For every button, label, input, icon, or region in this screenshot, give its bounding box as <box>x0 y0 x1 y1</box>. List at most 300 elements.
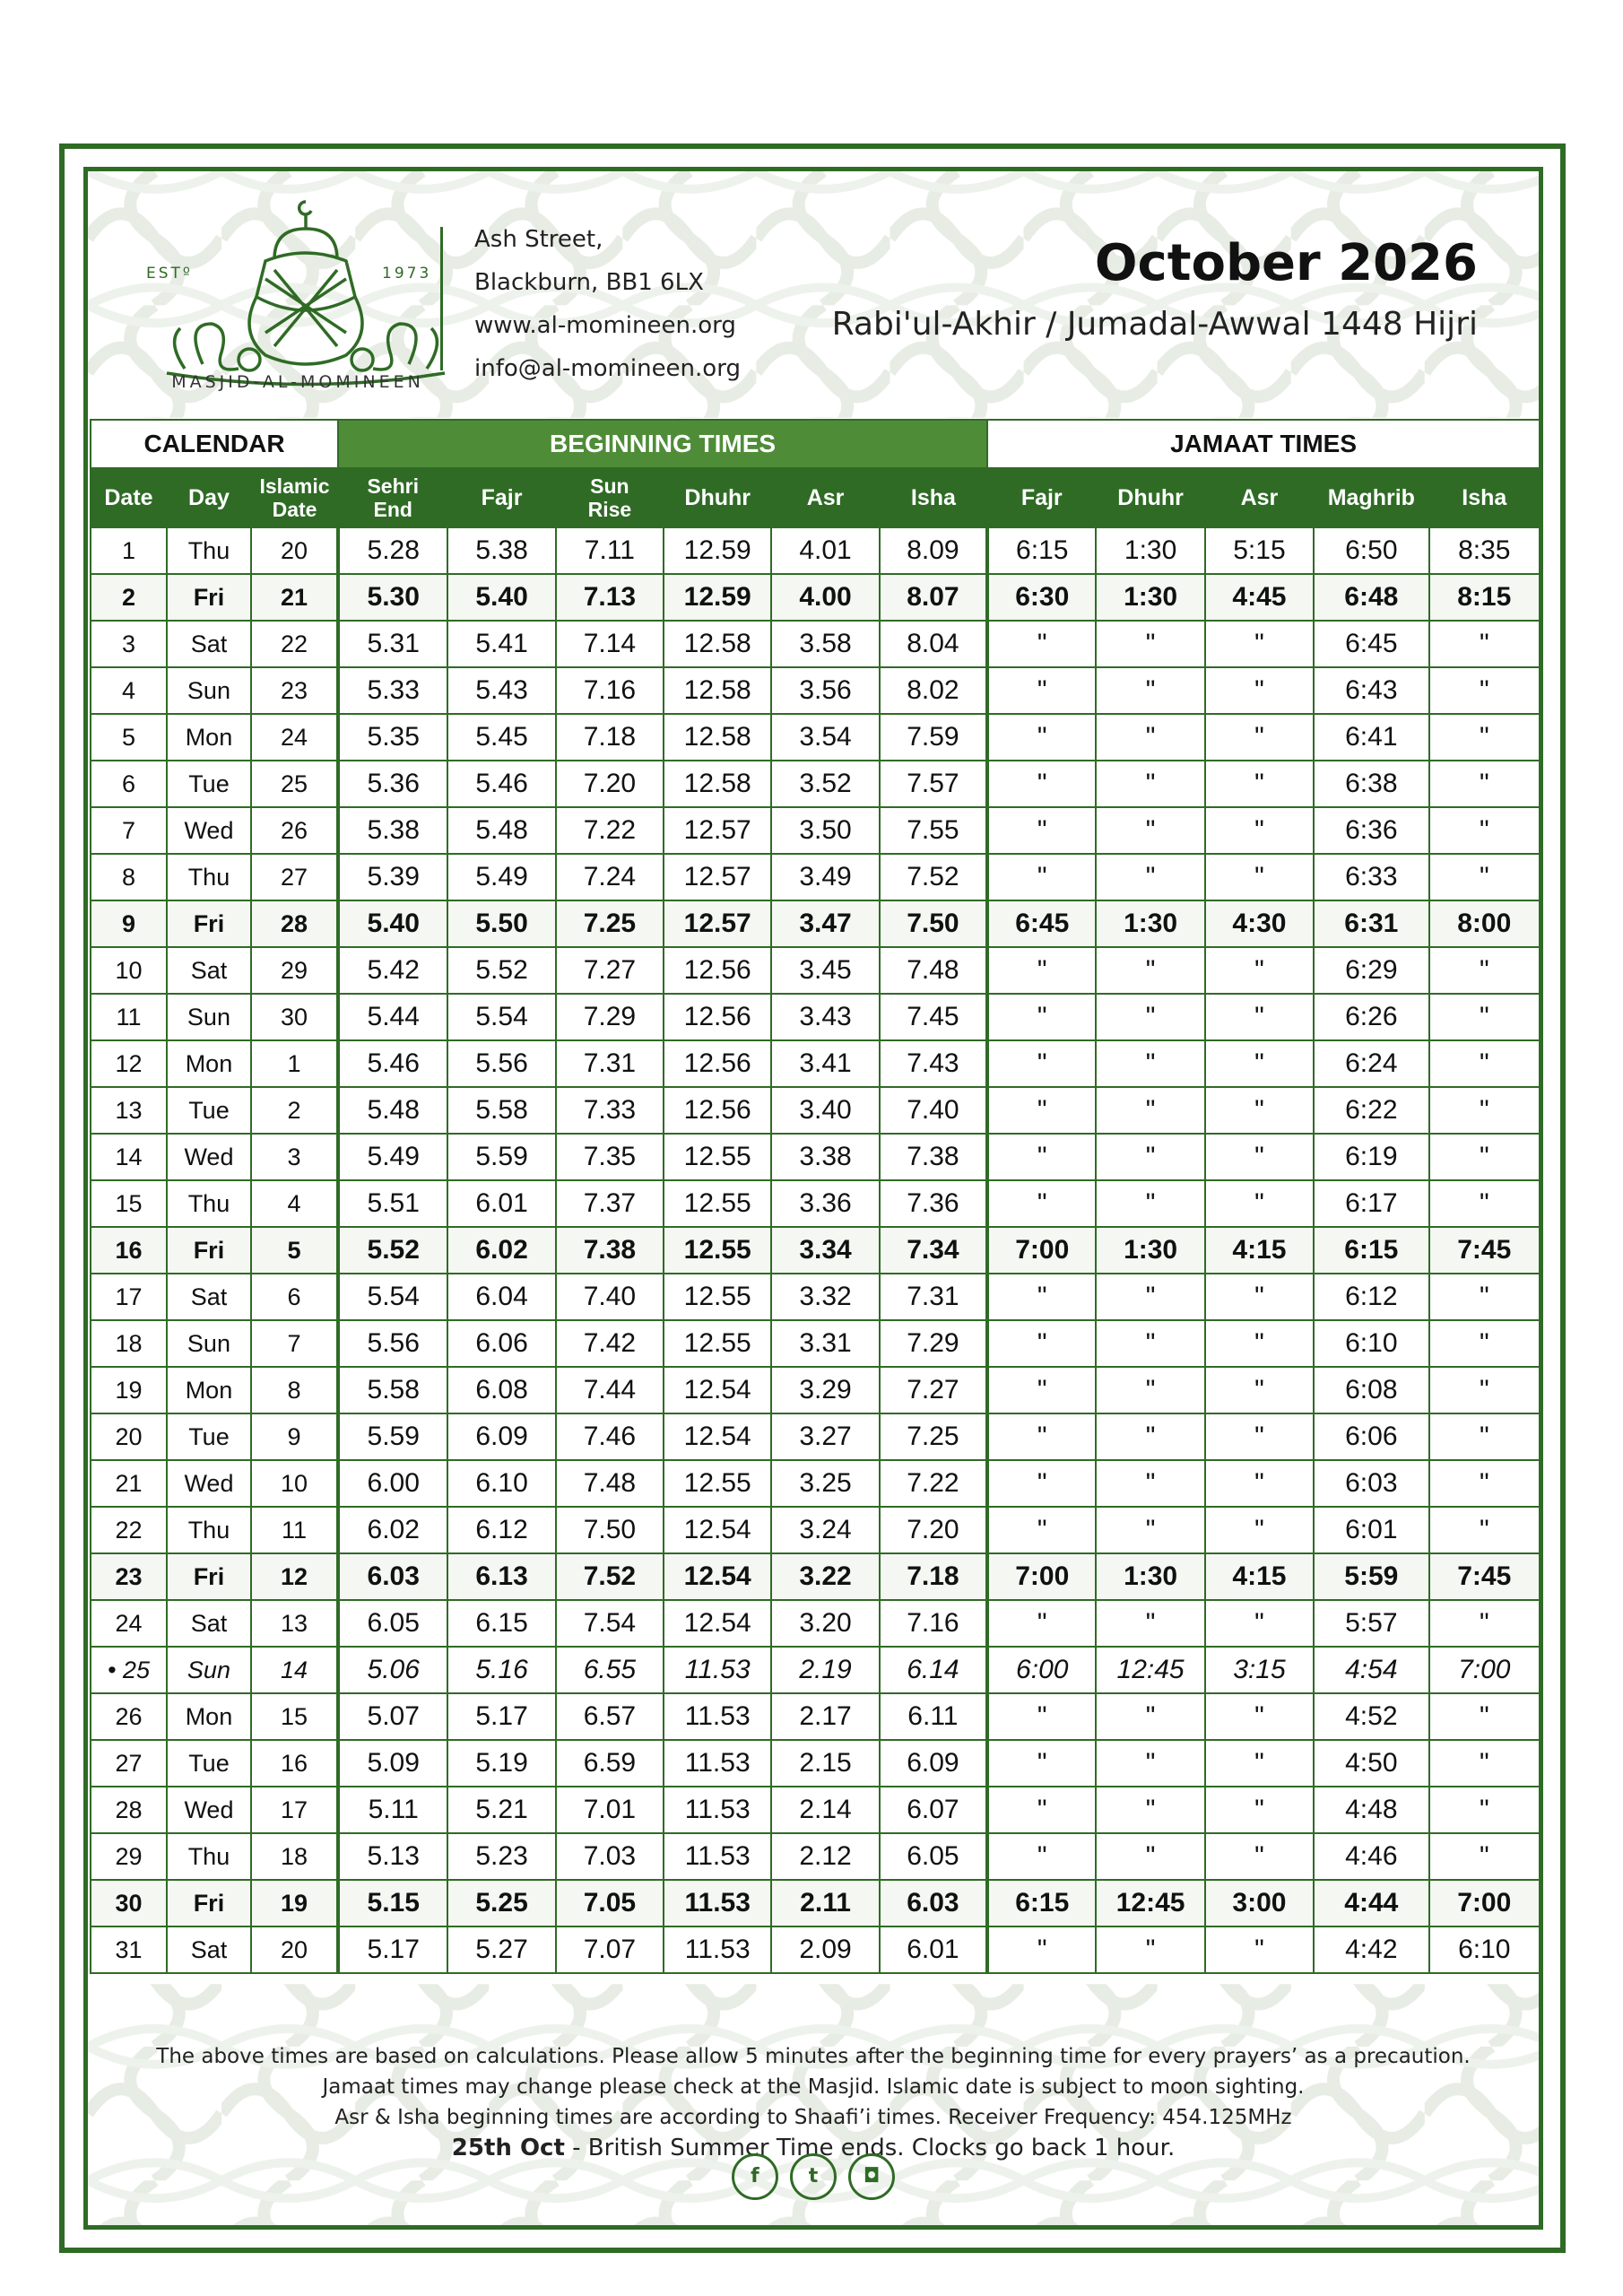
table-cell: " <box>1205 1367 1314 1413</box>
table-cell: 26 <box>251 807 338 854</box>
table-cell: Fri <box>167 1553 251 1600</box>
table-cell: 6.05 <box>880 1833 987 1880</box>
table-row <box>91 621 1540 667</box>
table-row <box>91 1693 1540 1740</box>
col-jamaat-isha: Isha <box>1429 468 1540 527</box>
table-cell: 12:45 <box>1096 1880 1204 1926</box>
table-cell: " <box>1096 1413 1204 1460</box>
table-cell: 5.15 <box>338 1880 447 1926</box>
table-cell: 12.58 <box>664 761 771 807</box>
table-cell: 2.14 <box>771 1787 879 1833</box>
table-cell: Fri <box>167 900 251 947</box>
table-cell: " <box>987 1740 1096 1787</box>
table-cell: " <box>987 1134 1096 1180</box>
table-cell: 7.55 <box>880 807 987 854</box>
table-cell: 19 <box>91 1367 167 1413</box>
table-cell: 6:48 <box>1314 574 1428 621</box>
table-cell: 5.38 <box>338 807 447 854</box>
table-cell: Fri <box>167 1227 251 1274</box>
table-cell: 23 <box>91 1553 167 1600</box>
table-cell: 4:50 <box>1314 1740 1428 1787</box>
table-cell: 7.24 <box>556 854 664 900</box>
table-row <box>91 714 1540 761</box>
table-row <box>91 1460 1540 1507</box>
table-cell: 12.55 <box>664 1274 771 1320</box>
table-cell: 3:15 <box>1205 1647 1314 1693</box>
table-cell: 6:45 <box>1314 621 1428 667</box>
col-day: Day <box>167 468 251 527</box>
table-cell: 15 <box>251 1693 338 1740</box>
table-cell: " <box>1429 667 1540 714</box>
table-cell: 6.15 <box>447 1600 555 1647</box>
note-bst-text: - British Summer Time ends. Clocks go back 1 hour. <box>564 2135 1176 2161</box>
table-cell: " <box>1096 1926 1204 1973</box>
table-cell: 8.02 <box>880 667 987 714</box>
table-cell: 12.56 <box>664 1040 771 1087</box>
table-cell: 12.58 <box>664 621 771 667</box>
table-cell: " <box>987 1320 1096 1367</box>
table-cell: " <box>987 1926 1096 1973</box>
table-cell: 6.06 <box>447 1320 555 1367</box>
table-cell: " <box>1429 1320 1540 1367</box>
table-cell: 6.11 <box>880 1693 987 1740</box>
table-cell: " <box>1205 1833 1314 1880</box>
table-cell: " <box>1205 994 1314 1040</box>
table-cell: " <box>1096 994 1204 1040</box>
table-cell: " <box>1429 1833 1540 1880</box>
table-cell: " <box>1429 807 1540 854</box>
table-cell: Thu <box>167 1507 251 1553</box>
table-cell: 7.25 <box>556 900 664 947</box>
table-cell: 6:15 <box>987 527 1096 574</box>
table-cell: 3.36 <box>771 1180 879 1227</box>
table-cell: " <box>1096 1693 1204 1740</box>
table-cell: 5.13 <box>338 1833 447 1880</box>
table-cell: " <box>1429 621 1540 667</box>
col-fajr: Fajr <box>447 468 555 527</box>
table-cell: 5.50 <box>447 900 555 947</box>
table-cell: 6:10 <box>1314 1320 1428 1367</box>
table-cell: 20 <box>251 527 338 574</box>
table-cell: 7.48 <box>880 947 987 994</box>
table-cell: 7.50 <box>556 1507 664 1553</box>
table-cell: 23 <box>251 667 338 714</box>
table-cell: 24 <box>91 1600 167 1647</box>
table-cell: 5.11 <box>338 1787 447 1833</box>
table-cell: 3.29 <box>771 1367 879 1413</box>
note-jamaat: Jamaat times may change please check at the Masjid. Islamic date is subject to moon sighting. <box>322 2075 1305 2099</box>
table-cell: 15 <box>91 1180 167 1227</box>
table-cell: " <box>1429 947 1540 994</box>
table-cell: 6.00 <box>338 1460 447 1507</box>
timetable-sheet <box>83 167 1543 2230</box>
table-cell: 11.53 <box>664 1740 771 1787</box>
table-row <box>91 1926 1540 1973</box>
table-cell: " <box>1205 621 1314 667</box>
table-cell: 8:15 <box>1429 574 1540 621</box>
table-cell: 3.45 <box>771 947 879 994</box>
table-cell: 5:57 <box>1314 1600 1428 1647</box>
table-cell: 5.36 <box>338 761 447 807</box>
table-cell: 14 <box>251 1647 338 1693</box>
note-shaafii: Asr & Isha beginning times are according to Shaafi’i times. Receiver Frequency: 454.125MHz <box>334 2106 1292 2129</box>
website-link[interactable]: www.al-momineen.org <box>474 312 736 339</box>
table-cell: Wed <box>167 807 251 854</box>
table-cell: 6:00 <box>987 1647 1096 1693</box>
table-cell: 10 <box>91 947 167 994</box>
table-cell: 3 <box>91 621 167 667</box>
table-cell: 3.41 <box>771 1040 879 1087</box>
table-cell: 27 <box>91 1740 167 1787</box>
table-cell: 7.31 <box>880 1274 987 1320</box>
table-row <box>91 667 1540 714</box>
table-row <box>91 1227 1540 1274</box>
instagram-icon[interactable]: ◘ <box>848 2153 895 2200</box>
table-cell: 5.17 <box>447 1693 555 1740</box>
table-cell: 1:30 <box>1096 1553 1204 1600</box>
email-link[interactable]: info@al-momineen.org <box>474 355 741 382</box>
table-cell: Sat <box>167 1926 251 1973</box>
table-cell: 1:30 <box>1096 574 1204 621</box>
table-cell: 7.38 <box>880 1134 987 1180</box>
table-cell: 16 <box>251 1740 338 1787</box>
table-cell: " <box>1096 1134 1204 1180</box>
table-cell: 5.42 <box>338 947 447 994</box>
table-cell: " <box>1096 1833 1204 1880</box>
table-cell: 7.11 <box>556 527 664 574</box>
facebook-icon[interactable]: f <box>732 2153 778 2200</box>
table-cell: 5.16 <box>447 1647 555 1693</box>
note-calculation: The above times are based on calculations. Please allow 5 minutes after the beginning time for every prayers’ as a precaution. <box>156 2045 1471 2068</box>
table-row <box>91 807 1540 854</box>
table-cell: 12.58 <box>664 714 771 761</box>
table-cell: 4:15 <box>1205 1227 1314 1274</box>
table-row <box>91 1787 1540 1833</box>
table-cell: 6:01 <box>1314 1507 1428 1553</box>
table-cell: 7.38 <box>556 1227 664 1274</box>
table-cell: 22 <box>91 1507 167 1553</box>
table-cell: " <box>1096 807 1204 854</box>
table-cell: 5 <box>91 714 167 761</box>
table-cell: 6:10 <box>1429 1926 1540 1973</box>
table-cell: Tue <box>167 1087 251 1134</box>
table-cell: 6.13 <box>447 1553 555 1600</box>
table-cell: 5.33 <box>338 667 447 714</box>
table-cell: " <box>1096 947 1204 994</box>
table-cell: 20 <box>91 1413 167 1460</box>
table-cell: 7.48 <box>556 1460 664 1507</box>
month-title: October 2026 <box>1094 234 1478 292</box>
table-cell: 5.39 <box>338 854 447 900</box>
col-asr: Asr <box>771 468 879 527</box>
table-cell: " <box>1429 1740 1540 1787</box>
table-cell: Thu <box>167 527 251 574</box>
header-divider <box>440 227 443 370</box>
table-cell: 12.56 <box>664 1087 771 1134</box>
table-cell: 3.54 <box>771 714 879 761</box>
table-cell: 8 <box>91 854 167 900</box>
table-cell: " <box>987 1180 1096 1227</box>
table-cell: " <box>987 1600 1096 1647</box>
table-cell: 21 <box>91 1460 167 1507</box>
table-cell: 6 <box>251 1274 338 1320</box>
table-cell: 4:52 <box>1314 1693 1428 1740</box>
table-cell: Sat <box>167 621 251 667</box>
table-cell: 3.52 <box>771 761 879 807</box>
table-cell: Sat <box>167 947 251 994</box>
table-cell: 17 <box>91 1274 167 1320</box>
table-cell: 3.22 <box>771 1553 879 1600</box>
table-row <box>91 947 1540 994</box>
table-cell: " <box>1429 714 1540 761</box>
table-cell: 12 <box>251 1553 338 1600</box>
table-cell: 2.17 <box>771 1693 879 1740</box>
table-cell: 3.24 <box>771 1507 879 1553</box>
table-cell: 3.58 <box>771 621 879 667</box>
table-cell: Fri <box>167 574 251 621</box>
table-cell: 3.38 <box>771 1134 879 1180</box>
table-cell: " <box>987 854 1096 900</box>
table-cell: 12.56 <box>664 947 771 994</box>
table-cell: " <box>1205 1040 1314 1087</box>
table-cell: 7.29 <box>880 1320 987 1367</box>
table-cell: 7.40 <box>556 1274 664 1320</box>
logo-established-label: ESTº <box>146 265 193 283</box>
table-cell: 4:48 <box>1314 1787 1428 1833</box>
address-block <box>474 218 741 390</box>
col-jamaat-maghrib: Maghrib <box>1314 468 1428 527</box>
table-row <box>91 1180 1540 1227</box>
table-cell: 12.54 <box>664 1507 771 1553</box>
table-cell: 7.44 <box>556 1367 664 1413</box>
table-cell: 26 <box>91 1693 167 1740</box>
table-cell: 5.27 <box>447 1926 555 1973</box>
table-cell: " <box>1096 1460 1204 1507</box>
table-cell: " <box>987 1787 1096 1833</box>
table-cell: 7.33 <box>556 1087 664 1134</box>
table-cell: 6.14 <box>880 1647 987 1693</box>
table-cell: " <box>1205 761 1314 807</box>
table-cell: 6.57 <box>556 1693 664 1740</box>
table-cell: 1:30 <box>1096 1227 1204 1274</box>
table-cell: 6:26 <box>1314 994 1428 1040</box>
table-cell: 30 <box>251 994 338 1040</box>
table-cell: 7.25 <box>880 1413 987 1460</box>
table-cell: 8:00 <box>1429 900 1540 947</box>
table-cell: 6.12 <box>447 1507 555 1553</box>
table-cell: " <box>1429 1413 1540 1460</box>
table-cell: " <box>1429 1180 1540 1227</box>
table-cell: Wed <box>167 1134 251 1180</box>
table-cell: 6.07 <box>880 1787 987 1833</box>
col-date: Date <box>91 468 167 527</box>
table-cell: 5 <box>251 1227 338 1274</box>
table-cell: 2.11 <box>771 1880 879 1926</box>
table-cell: 7:45 <box>1429 1227 1540 1274</box>
col-sehri-end: Sehri End <box>338 468 447 527</box>
table-cell: 3 <box>251 1134 338 1180</box>
table-cell: 5.21 <box>447 1787 555 1833</box>
col-jamaat-dhuhr: Dhuhr <box>1096 468 1204 527</box>
table-cell: 2.12 <box>771 1833 879 1880</box>
table-row <box>91 854 1540 900</box>
table-cell: " <box>1096 1320 1204 1367</box>
table-cell: 7.13 <box>556 574 664 621</box>
table-cell: " <box>1205 1507 1314 1553</box>
table-cell: 3.47 <box>771 900 879 947</box>
table-cell: Tue <box>167 1740 251 1787</box>
table-row <box>91 1040 1540 1087</box>
table-cell: 4 <box>91 667 167 714</box>
table-cell: 17 <box>251 1787 338 1833</box>
table-cell: 5.49 <box>338 1134 447 1180</box>
table-cell: 13 <box>251 1600 338 1647</box>
table-cell: 12.55 <box>664 1180 771 1227</box>
table-cell: 7.57 <box>880 761 987 807</box>
table-cell: 6.02 <box>338 1507 447 1553</box>
table-row <box>91 1880 1540 1926</box>
table-cell: 3.56 <box>771 667 879 714</box>
table-cell: Mon <box>167 1367 251 1413</box>
table-cell: " <box>1205 1274 1314 1320</box>
table-cell: " <box>1205 854 1314 900</box>
table-cell: " <box>987 714 1096 761</box>
table-cell: 6:19 <box>1314 1134 1428 1180</box>
table-cell: 7.42 <box>556 1320 664 1367</box>
table-cell: 25 <box>251 761 338 807</box>
table-cell: 7.50 <box>880 900 987 947</box>
table-cell: " <box>1096 1600 1204 1647</box>
table-cell: " <box>1205 1787 1314 1833</box>
table-cell: 27 <box>251 854 338 900</box>
table-cell: 5.17 <box>338 1926 447 1973</box>
table-cell: 12.59 <box>664 574 771 621</box>
table-cell: " <box>1096 1367 1204 1413</box>
note-bst-date: 25th Oct <box>451 2135 565 2161</box>
table-cell: 12.57 <box>664 807 771 854</box>
table-cell: 7.01 <box>556 1787 664 1833</box>
table-cell: 5.58 <box>338 1367 447 1413</box>
table-cell: 2.19 <box>771 1647 879 1693</box>
table-cell: 7:45 <box>1429 1553 1540 1600</box>
table-cell: 7.35 <box>556 1134 664 1180</box>
table-row <box>91 1647 1540 1693</box>
table-row <box>91 1833 1540 1880</box>
table-cell: 7:00 <box>987 1227 1096 1274</box>
table-cell: " <box>987 947 1096 994</box>
table-cell: 7.31 <box>556 1040 664 1087</box>
table-cell: " <box>987 621 1096 667</box>
table-cell: Thu <box>167 1180 251 1227</box>
table-cell: 12.54 <box>664 1553 771 1600</box>
table-cell: 5.31 <box>338 621 447 667</box>
table-cell: 6.03 <box>338 1553 447 1600</box>
table-cell: 7.34 <box>880 1227 987 1274</box>
table-cell: 3.32 <box>771 1274 879 1320</box>
table-cell: 4:30 <box>1205 900 1314 947</box>
table-cell: 20 <box>251 1926 338 1973</box>
table-cell: " <box>1205 1180 1314 1227</box>
table-cell: 7.52 <box>880 854 987 900</box>
table-cell: 6 <box>91 761 167 807</box>
table-cell: 6.01 <box>880 1926 987 1973</box>
table-cell: " <box>1096 714 1204 761</box>
table-cell: " <box>987 1367 1096 1413</box>
table-cell: 7 <box>251 1320 338 1367</box>
table-cell: Mon <box>167 1693 251 1740</box>
table-cell: " <box>1205 1087 1314 1134</box>
table-cell: 4:45 <box>1205 574 1314 621</box>
table-cell: 4:54 <box>1314 1647 1428 1693</box>
twitter-icon[interactable]: t <box>790 2153 837 2200</box>
table-cell: 19 <box>251 1880 338 1926</box>
table-row <box>91 994 1540 1040</box>
table-cell: " <box>1205 1413 1314 1460</box>
table-cell: " <box>1205 1460 1314 1507</box>
table-cell: " <box>1429 1274 1540 1320</box>
table-cell: 7.07 <box>556 1926 664 1973</box>
address-street: Ash Street, <box>474 226 603 253</box>
table-cell: " <box>1429 1693 1540 1740</box>
table-cell: 5:59 <box>1314 1553 1428 1600</box>
table-cell: 12 <box>91 1040 167 1087</box>
table-cell: 2.09 <box>771 1926 879 1973</box>
table-cell: 5.58 <box>447 1087 555 1134</box>
table-cell: Fri <box>167 1880 251 1926</box>
table-cell: 7.20 <box>880 1507 987 1553</box>
table-cell: 1 <box>91 527 167 574</box>
table-cell: 4:46 <box>1314 1833 1428 1880</box>
table-cell: 6:43 <box>1314 667 1428 714</box>
table-cell: 6:31 <box>1314 900 1428 947</box>
table-cell: " <box>1096 1507 1204 1553</box>
table-cell: 2 <box>251 1087 338 1134</box>
table-cell: 7.05 <box>556 1880 664 1926</box>
table-cell: " <box>1205 1134 1314 1180</box>
table-cell: " <box>1205 1926 1314 1973</box>
table-cell: 4.00 <box>771 574 879 621</box>
footnotes <box>88 2041 1539 2163</box>
table-cell: 12:45 <box>1096 1647 1204 1693</box>
table-cell: " <box>987 761 1096 807</box>
table-cell: 12.55 <box>664 1460 771 1507</box>
table-cell: 11.53 <box>664 1880 771 1926</box>
table-cell: 21 <box>251 574 338 621</box>
table-cell: " <box>1429 854 1540 900</box>
table-row <box>91 1740 1540 1787</box>
table-cell: " <box>1096 1087 1204 1134</box>
table-cell: 3.43 <box>771 994 879 1040</box>
table-cell: " <box>1429 761 1540 807</box>
table-cell: 7.22 <box>880 1460 987 1507</box>
table-cell: 5.40 <box>338 900 447 947</box>
table-row <box>91 1320 1540 1367</box>
table-cell: 5.45 <box>447 714 555 761</box>
table-cell: 7.46 <box>556 1413 664 1460</box>
table-cell: " <box>1429 1087 1540 1134</box>
table-cell: " <box>1096 761 1204 807</box>
table-cell: 7.27 <box>556 947 664 994</box>
table-cell: Sat <box>167 1274 251 1320</box>
table-cell: 7.22 <box>556 807 664 854</box>
table-cell: 7.54 <box>556 1600 664 1647</box>
table-cell: " <box>1096 1040 1204 1087</box>
table-cell: " <box>1429 1787 1540 1833</box>
address-city: Blackburn, BB1 6LX <box>474 269 704 296</box>
table-row <box>91 574 1540 621</box>
table-cell: 7.16 <box>556 667 664 714</box>
table-cell: " <box>1205 667 1314 714</box>
